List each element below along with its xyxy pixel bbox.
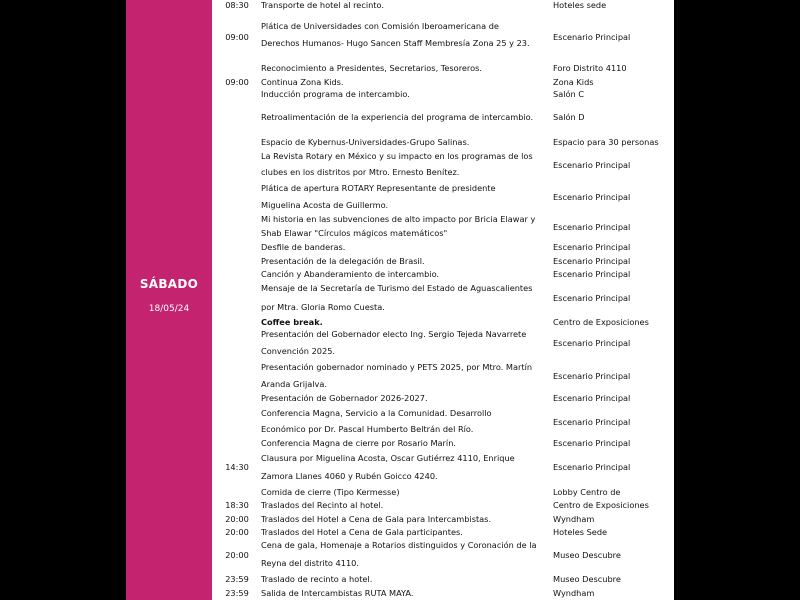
time-cell: 09:00 — [225, 77, 249, 87]
activity-line: Salida de Intercambistas RUTA MAYA. — [261, 588, 414, 598]
location-cell: Salón D — [553, 112, 585, 122]
activity-line: Aranda Grijalva. — [261, 379, 328, 389]
activity-line: Presentación gobernador nominado y PETS 2025, por Mtro. Martín — [261, 362, 533, 372]
activity-line: Shab Elawar "Círculos mágicos matemáticos" — [261, 228, 448, 238]
location-cell: Escenario Principal — [553, 256, 631, 266]
location-cell: Escenario Principal — [553, 293, 631, 303]
activity-line: Canción y Abanderamiento de intercambio. — [261, 269, 440, 279]
location-cell: Lobby Centro de — [553, 487, 621, 497]
day-label: SÁBADO — [139, 277, 199, 291]
activity-line: Conferencia Magna, Servicio a la Comunidad. Desarrollo — [261, 408, 492, 418]
location-cell: Wyndham — [553, 588, 595, 598]
location-cell: Salón C — [553, 89, 585, 99]
activity-line: Traslados del Hotel a Cena de Gala participantes. — [261, 527, 463, 537]
location-cell: Escenario Principal — [553, 32, 631, 42]
location-cell: Wyndham — [553, 514, 595, 524]
location-cell: Escenario Principal — [553, 242, 631, 252]
location-cell: Centro de Exposiciones — [553, 317, 649, 327]
activity-line: Cena de gala, Homenaje a Rotarios distinguidos y Coronación de la — [261, 540, 537, 550]
activity-line: Miguelina Acosta de Guillermo. — [261, 200, 389, 210]
day-sidebar — [126, 0, 212, 600]
activity-line: Plática de apertura ROTARY Representante de presidente — [261, 183, 496, 193]
location-cell: Espacio para 30 personas — [553, 137, 659, 147]
activity-line: Presentación de la delegación de Brasil. — [261, 256, 425, 266]
location-cell: Escenario Principal — [553, 393, 631, 403]
activity-line: Convención 2025. — [261, 346, 336, 356]
activity-line: Reconocimiento a Presidentes, Secretarios, Tesoreros. — [261, 63, 482, 73]
activity-line: Presentación de Gobernador 2026-2027. — [261, 393, 428, 403]
time-cell: 23:59 — [225, 574, 249, 584]
time-cell: 23:59 — [225, 588, 249, 598]
location-cell: Centro de Exposiciones — [553, 500, 649, 510]
activity-line: Continua Zona Kids. — [261, 77, 344, 87]
location-cell: Escenario Principal — [553, 222, 631, 232]
location-cell: Hoteles Sede — [553, 527, 608, 537]
activity-line: Presentación del Gobernador electo Ing. Sergio Tejeda Navarrete — [261, 329, 527, 339]
activity-line: Mensaje de la Secretaría de Turismo del Estado de Aguascalientes — [261, 283, 533, 293]
location-cell: Escenario Principal — [553, 417, 631, 427]
location-cell: Museo Descubre — [553, 574, 621, 584]
location-cell: Escenario Principal — [553, 160, 631, 170]
date-label: 18/05/24 — [148, 304, 190, 314]
location-cell: Museo Descubre — [553, 550, 621, 560]
activity-line: Comida de cierre (Tipo Kermesse) — [261, 487, 400, 497]
time-cell: 18:30 — [225, 500, 249, 510]
activity-line: Espacio de Kybernus-Universidades-Grupo Salinas. — [261, 137, 470, 147]
location-cell: Escenario Principal — [553, 438, 631, 448]
activity-line: por Mtra. Gloria Romo Cuesta. — [261, 302, 385, 312]
activity-line: clubes en los distritos por Mtro. Ernesto Benítez. — [261, 167, 460, 177]
activity-line: Reyna del distrito 4110. — [261, 558, 359, 568]
activity-line: Mi historia en las subvenciones de alto impacto por Bricia Elawar y — [261, 214, 536, 224]
activity-line: La Revista Rotary en México y su impacto en los programas de los — [261, 151, 533, 161]
activity-line: Conferencia Magna de cierre por Rosario Marín. — [261, 438, 456, 448]
time-cell: 09:00 — [225, 32, 249, 42]
activity-line: Coffee break. — [261, 317, 323, 327]
time-cell: 20:00 — [225, 514, 249, 524]
location-cell: Hoteles sede — [553, 0, 607, 10]
location-cell: Escenario Principal — [553, 192, 631, 202]
activity-line: Traslados del Recinto al hotel. — [261, 500, 384, 510]
activity-line: Económico por Dr. Pascal Humberto Beltrán del Río. — [261, 424, 474, 434]
activity-line: Traslados del Hotel a Cena de Gala para Intercambistas. — [261, 514, 492, 524]
location-cell: Escenario Principal — [553, 269, 631, 279]
activity-line: Zamora Llanes 4060 y Rubén Goicco 4240. — [261, 471, 438, 481]
location-cell: Foro Distrito 4110 — [553, 63, 627, 73]
location-cell: Escenario Principal — [553, 462, 631, 472]
time-cell: 08:30 — [225, 0, 249, 10]
activity-line: Plática de Universidades con Comisión Iberoamericana de — [261, 21, 499, 31]
activity-line: Desfile de banderas. — [261, 242, 346, 252]
activity-line: Derechos Humanos- Hugo Sancen Staff Membresía Zona 25 y 23. — [261, 38, 530, 48]
activity-line: Inducción programa de intercambio. — [261, 89, 410, 99]
location-cell: Escenario Principal — [553, 338, 631, 348]
time-cell: 14:30 — [225, 462, 249, 472]
location-cell: Zona Kids — [553, 77, 594, 87]
time-cell: 20:00 — [225, 527, 249, 537]
time-cell: 20:00 — [225, 550, 249, 560]
location-cell: Escenario Principal — [553, 371, 631, 381]
activity-line: Clausura por Miguelina Acosta, Oscar Gutiérrez 4110, Enrique — [261, 453, 515, 463]
activity-line: Transporte de hotel al recinto. — [261, 0, 384, 10]
activity-line: Retroalimentación de la experiencia del programa de intercambio. — [261, 112, 534, 122]
activity-line: Traslado de recinto a hotel. — [261, 574, 373, 584]
